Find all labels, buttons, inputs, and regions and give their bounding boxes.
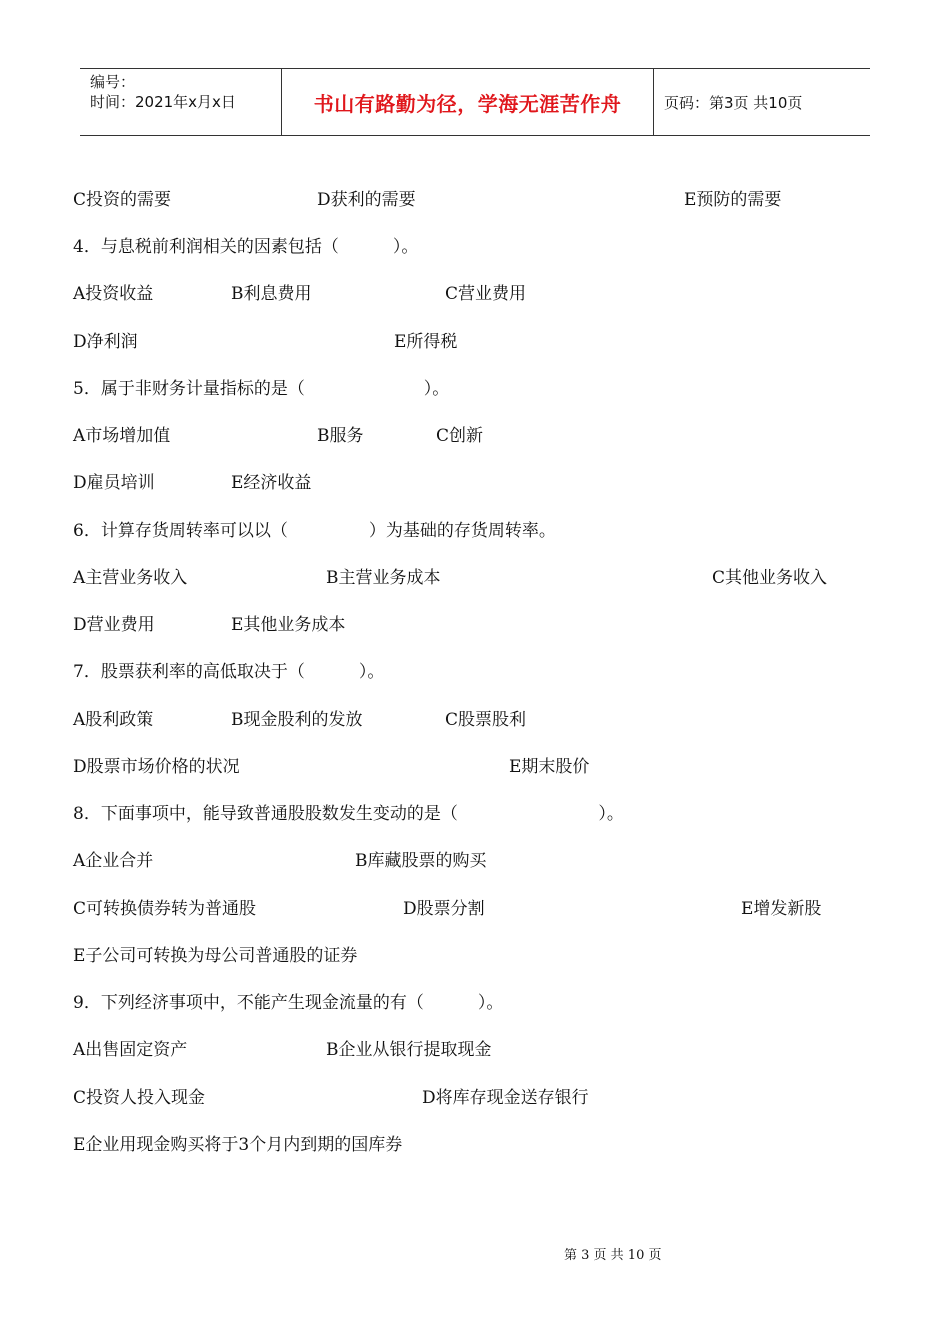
- text-line: [0, 1086, 950, 1110]
- option-d: D股票分割: [403, 899, 485, 919]
- option-e: E子公司可转换为母公司普通股的证券: [73, 946, 358, 966]
- header-motto: 书山有路勤为径，学海无涯苦作舟: [281, 69, 654, 135]
- option-c: C投资人投入现金: [73, 1088, 206, 1108]
- text-line: [0, 897, 950, 921]
- text-line: [0, 282, 950, 306]
- option-e: E经济收益: [231, 473, 312, 493]
- question-text: 8．下面事项中，能导致普通股股数发生变动的是（ ）。: [73, 804, 624, 824]
- question-text: 5．属于非财务计量指标的是（ ）。: [73, 379, 450, 399]
- text-line: [0, 471, 950, 495]
- time-label: 时间：2021年x月x日: [90, 93, 236, 111]
- page-header: [80, 68, 870, 136]
- option-a: A出售固定资产: [73, 1040, 188, 1060]
- question-text: 4．与息税前利润相关的因素包括（ ）。: [73, 237, 419, 257]
- text-line: [0, 755, 950, 779]
- option-c: C创新: [436, 426, 484, 446]
- option-e: E预防的需要: [684, 190, 782, 210]
- option-a: A股利政策: [73, 710, 154, 730]
- option-d: D获利的需要: [317, 190, 416, 210]
- header-page-info: 页码：第3页 共10页: [664, 93, 803, 112]
- text-line: [0, 708, 950, 732]
- text-line: [0, 849, 950, 873]
- option-d: D将库存现金送存银行: [422, 1088, 589, 1108]
- text-line: [0, 1133, 950, 1157]
- question-5: [0, 377, 950, 401]
- text-line: [0, 944, 950, 968]
- option-c: C投资的需要: [73, 190, 172, 210]
- option-c: C可转换债券转为普通股: [73, 899, 257, 919]
- question-7: [0, 660, 950, 684]
- header-meta: [80, 69, 281, 135]
- option-b: B现金股利的发放: [231, 710, 363, 730]
- question-4: [0, 235, 950, 259]
- question-6: [0, 519, 950, 543]
- page-footer: [0, 1246, 950, 1266]
- question-text: 6．计算存货周转率可以以（ ）为基础的存货周转率。: [73, 521, 556, 541]
- option-b: B利息费用: [231, 284, 312, 304]
- option-c: C其他业务收入: [712, 568, 828, 588]
- option-e: E增发新股: [741, 899, 822, 919]
- text-line: [0, 613, 950, 637]
- option-b: B主营业务成本: [326, 568, 441, 588]
- page-number: 第 3 页 共 10 页: [564, 1248, 662, 1263]
- text-line: [0, 566, 950, 590]
- text-line: [0, 188, 950, 212]
- question-9: [0, 991, 950, 1015]
- option-c: C股票股利: [445, 710, 527, 730]
- option-d: D营业费用: [73, 615, 155, 635]
- option-a: A主营业务收入: [73, 568, 188, 588]
- question-text: 9．下列经济事项中，不能产生现金流量的有（ ）。: [73, 993, 504, 1013]
- option-a: A企业合并: [73, 851, 154, 871]
- option-e: E其他业务成本: [231, 615, 346, 635]
- option-d: D股票市场价格的状况: [73, 757, 240, 777]
- option-e: E所得税: [394, 332, 458, 352]
- question-text: 7．股票获利率的高低取决于（ ）。: [73, 662, 385, 682]
- option-a: A投资收益: [73, 284, 154, 304]
- question-8: [0, 802, 950, 826]
- text-line: [0, 1038, 950, 1062]
- option-c: C营业费用: [445, 284, 527, 304]
- option-b: B服务: [317, 426, 364, 446]
- option-a: A市场增加值: [73, 426, 171, 446]
- text-line: [0, 330, 950, 354]
- option-b: B库藏股票的购买: [355, 851, 487, 871]
- text-line: [0, 424, 950, 448]
- option-e: E期末股价: [509, 757, 590, 777]
- number-label: 编号：: [90, 73, 136, 91]
- option-b: B企业从银行提取现金: [326, 1040, 492, 1060]
- option-d: D雇员培训: [73, 473, 155, 493]
- option-e: E企业用现金购买将于3个月内到期的国库券: [73, 1135, 403, 1155]
- option-d: D净利润: [73, 332, 138, 352]
